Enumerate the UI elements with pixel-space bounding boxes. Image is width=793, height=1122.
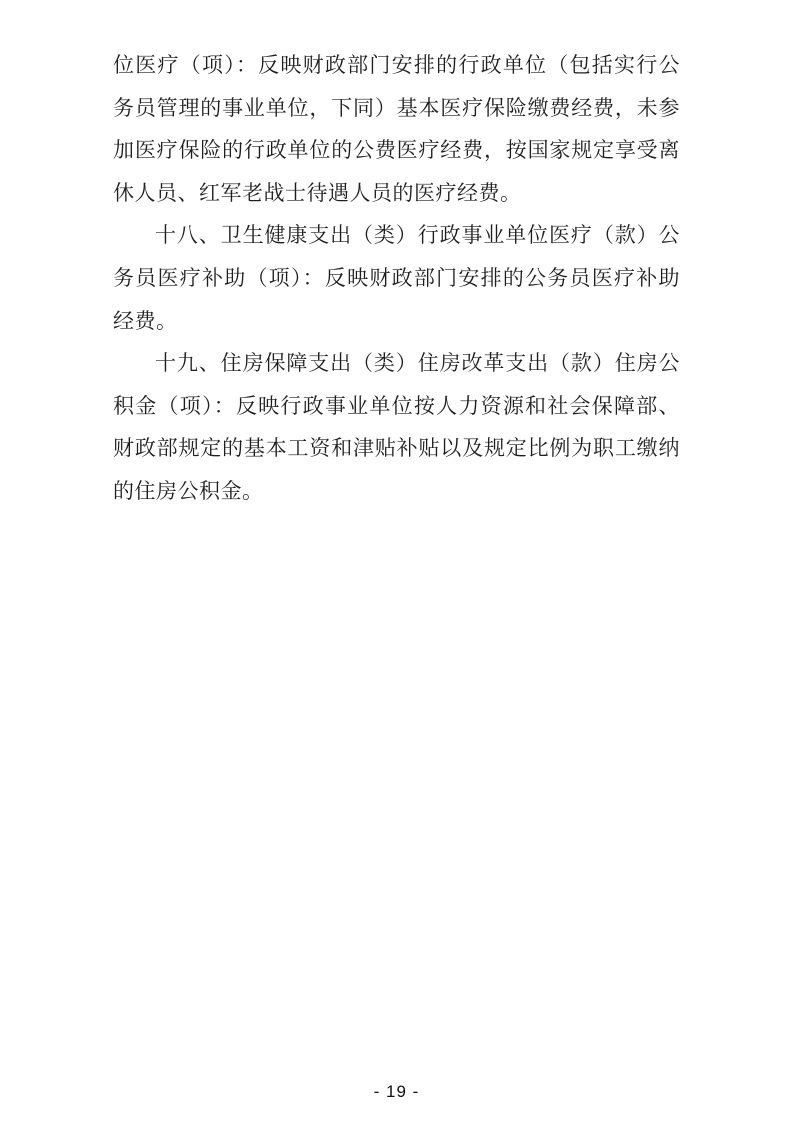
text-block — [113, 44, 680, 513]
paragraph-item-18: 十八、卫生健康支出（类）行政事业单位医疗（款）公务员医疗补助（项）：反映财政部门安排的公务员医疗补助经费。 — [113, 223, 680, 333]
page-number: - 19 - — [373, 1082, 420, 1101]
paragraph-item-19: 十九、住房保障支出（类）住房改革支出（款）住房公积金（项）：反映行政事业单位按人力资源和社会保障部、财政部规定的基本工资和津贴补贴以及规定比例为职工缴纳的住房公积金。 — [113, 351, 680, 503]
paragraph-continuation: 位医疗（项）：反映财政部门安排的行政单位（包括实行公务员管理的事业单位，下同）基本医疗保险缴费经费，未参加医疗保险的行政单位的公费医疗经费，按国家规定享受离休人员、红军老战士待遇人员的医疗经费。 — [113, 53, 680, 205]
